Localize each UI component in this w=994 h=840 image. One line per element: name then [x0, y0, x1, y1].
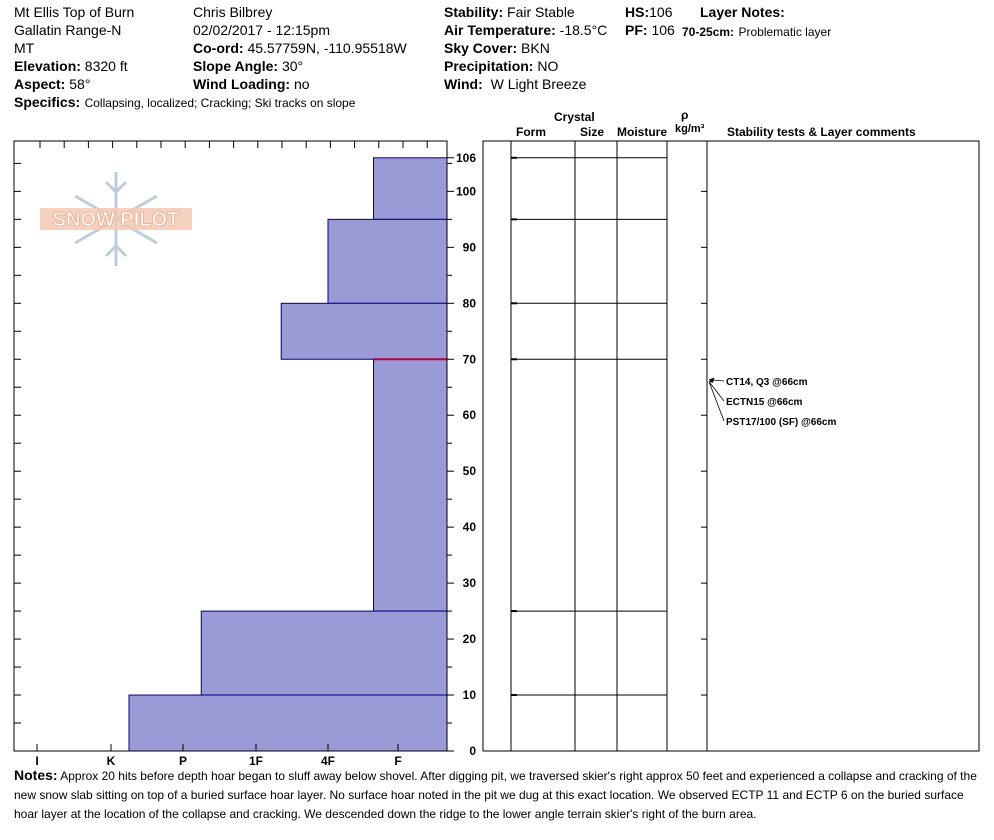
wind-loading-label: Wind Loading:	[193, 76, 291, 92]
observer: Chris Bilbrey	[193, 4, 273, 20]
slope-value: 30°	[281, 58, 304, 74]
specifics-value: Collapsing, localized; Cracking; Ski tracks on slope	[84, 96, 356, 110]
notes	[14, 766, 980, 824]
depth-label-100: 100	[455, 184, 476, 199]
stability-test-label-2: PST17/100 (SF) @66cm	[726, 417, 837, 428]
stability-value: Fair Stable	[507, 4, 575, 20]
depth-label-60: 60	[462, 408, 476, 423]
state-name: MT	[14, 40, 35, 56]
depth-label-90: 90	[462, 240, 476, 255]
wind-value: W Light Breeze	[490, 76, 587, 92]
coord-label: Co-ord:	[193, 40, 244, 56]
hardness-bar-0	[374, 158, 448, 220]
snow-pilot-logo	[40, 208, 192, 231]
stability-test-label-1: ECTN15 @66cm	[726, 397, 803, 408]
air-temp-value: -18.5°C	[559, 22, 608, 38]
hardness-label-F: F	[394, 754, 402, 765]
layer-note-range: 70-25cm:	[682, 25, 735, 39]
depth-label-106: 106	[455, 150, 476, 165]
location-name: Mt Ellis Top of Burn	[14, 4, 135, 20]
depth-label-70: 70	[462, 352, 476, 367]
stability-test-label-0: CT14, Q3 @66cm	[726, 377, 808, 388]
form-header: Form	[516, 125, 546, 139]
elevation-value: 8320 ft	[84, 58, 128, 74]
notes-text: Approx 20 hits before depth hoar began to sluff away below shovel. After digging pit, we traversed skier's right approx 50 feet and experienced a collapse and cracking of the new snow slab sitting on top of a buried surface hoar layer. No surface hoar noted in the pit we dug at this exact location. We observed ECTP 11 and ECTP 6 on the buried surface hoar layer at the location of the collapse and cracking. We descended down the ridge to the lower angle terrain skier's right of the burn area.	[14, 769, 977, 821]
precip-value: NO	[537, 58, 559, 74]
layer-table-frame	[483, 141, 979, 751]
depth-label-40: 40	[462, 520, 476, 535]
hardness-bar-4	[201, 611, 447, 695]
datetime: 02/02/2017 - 12:15pm	[193, 22, 330, 38]
sky-value: BKN	[521, 40, 550, 56]
depth-label-10: 10	[462, 688, 476, 703]
moisture-header: Moisture	[617, 125, 668, 139]
stability-label: Stability:	[444, 4, 504, 20]
hardness-label-P: P	[178, 754, 188, 765]
sky-label: Sky Cover:	[444, 40, 518, 56]
hardness-label-K: K	[106, 754, 116, 765]
wind-loading-value: no	[293, 76, 310, 92]
aspect-value: 58°	[69, 76, 91, 92]
wind-label: Wind:	[444, 76, 483, 92]
hardness-label-I: I	[35, 754, 39, 765]
size-header: Size	[580, 125, 605, 139]
coord-value: 45.57759N, -110.95518W	[247, 40, 407, 56]
hs-label: HS:	[625, 4, 650, 20]
density-unit-header: kg/m³	[675, 123, 705, 135]
stability-test-leader-1	[709, 382, 724, 401]
stability-test-leader-2	[709, 382, 724, 421]
layer-note-text: Problematic layer	[738, 25, 832, 39]
slope-label: Slope Angle:	[193, 58, 279, 74]
logo-text: SNOW PILOT	[52, 209, 180, 231]
depth-label-30: 30	[462, 576, 476, 591]
hardness-bar-3	[374, 359, 448, 611]
crystal-header: Crystal	[554, 110, 595, 124]
aspect-label: Aspect:	[14, 76, 66, 92]
air-temp-label: Air Temperature:	[444, 22, 556, 38]
hardness-label-1F: 1F	[248, 754, 264, 765]
notes-label: Notes:	[14, 767, 58, 783]
pf-label: PF:	[625, 22, 648, 38]
pf-value: 106	[651, 22, 675, 38]
precip-label: Precipitation:	[444, 58, 534, 74]
depth-label-0: 0	[469, 744, 476, 758]
hs-value: 106	[649, 4, 673, 20]
layer-notes-label: Layer Notes:	[700, 4, 785, 20]
depth-label-20: 20	[462, 632, 476, 647]
hardness-label-4F: 4F	[320, 754, 336, 765]
hardness-bar-1	[328, 219, 447, 303]
depth-label-80: 80	[462, 296, 476, 311]
rho-header: ρ	[681, 108, 689, 122]
hardness-bar-5	[129, 695, 447, 751]
depth-label-50: 50	[462, 464, 476, 479]
range-name: Gallatin Range-N	[14, 22, 122, 38]
elevation-label: Elevation:	[14, 58, 81, 74]
stability-tests-header: Stability tests & Layer comments	[727, 125, 916, 139]
hardness-bar-2	[281, 303, 447, 359]
specifics-label: Specifics:	[14, 94, 81, 110]
